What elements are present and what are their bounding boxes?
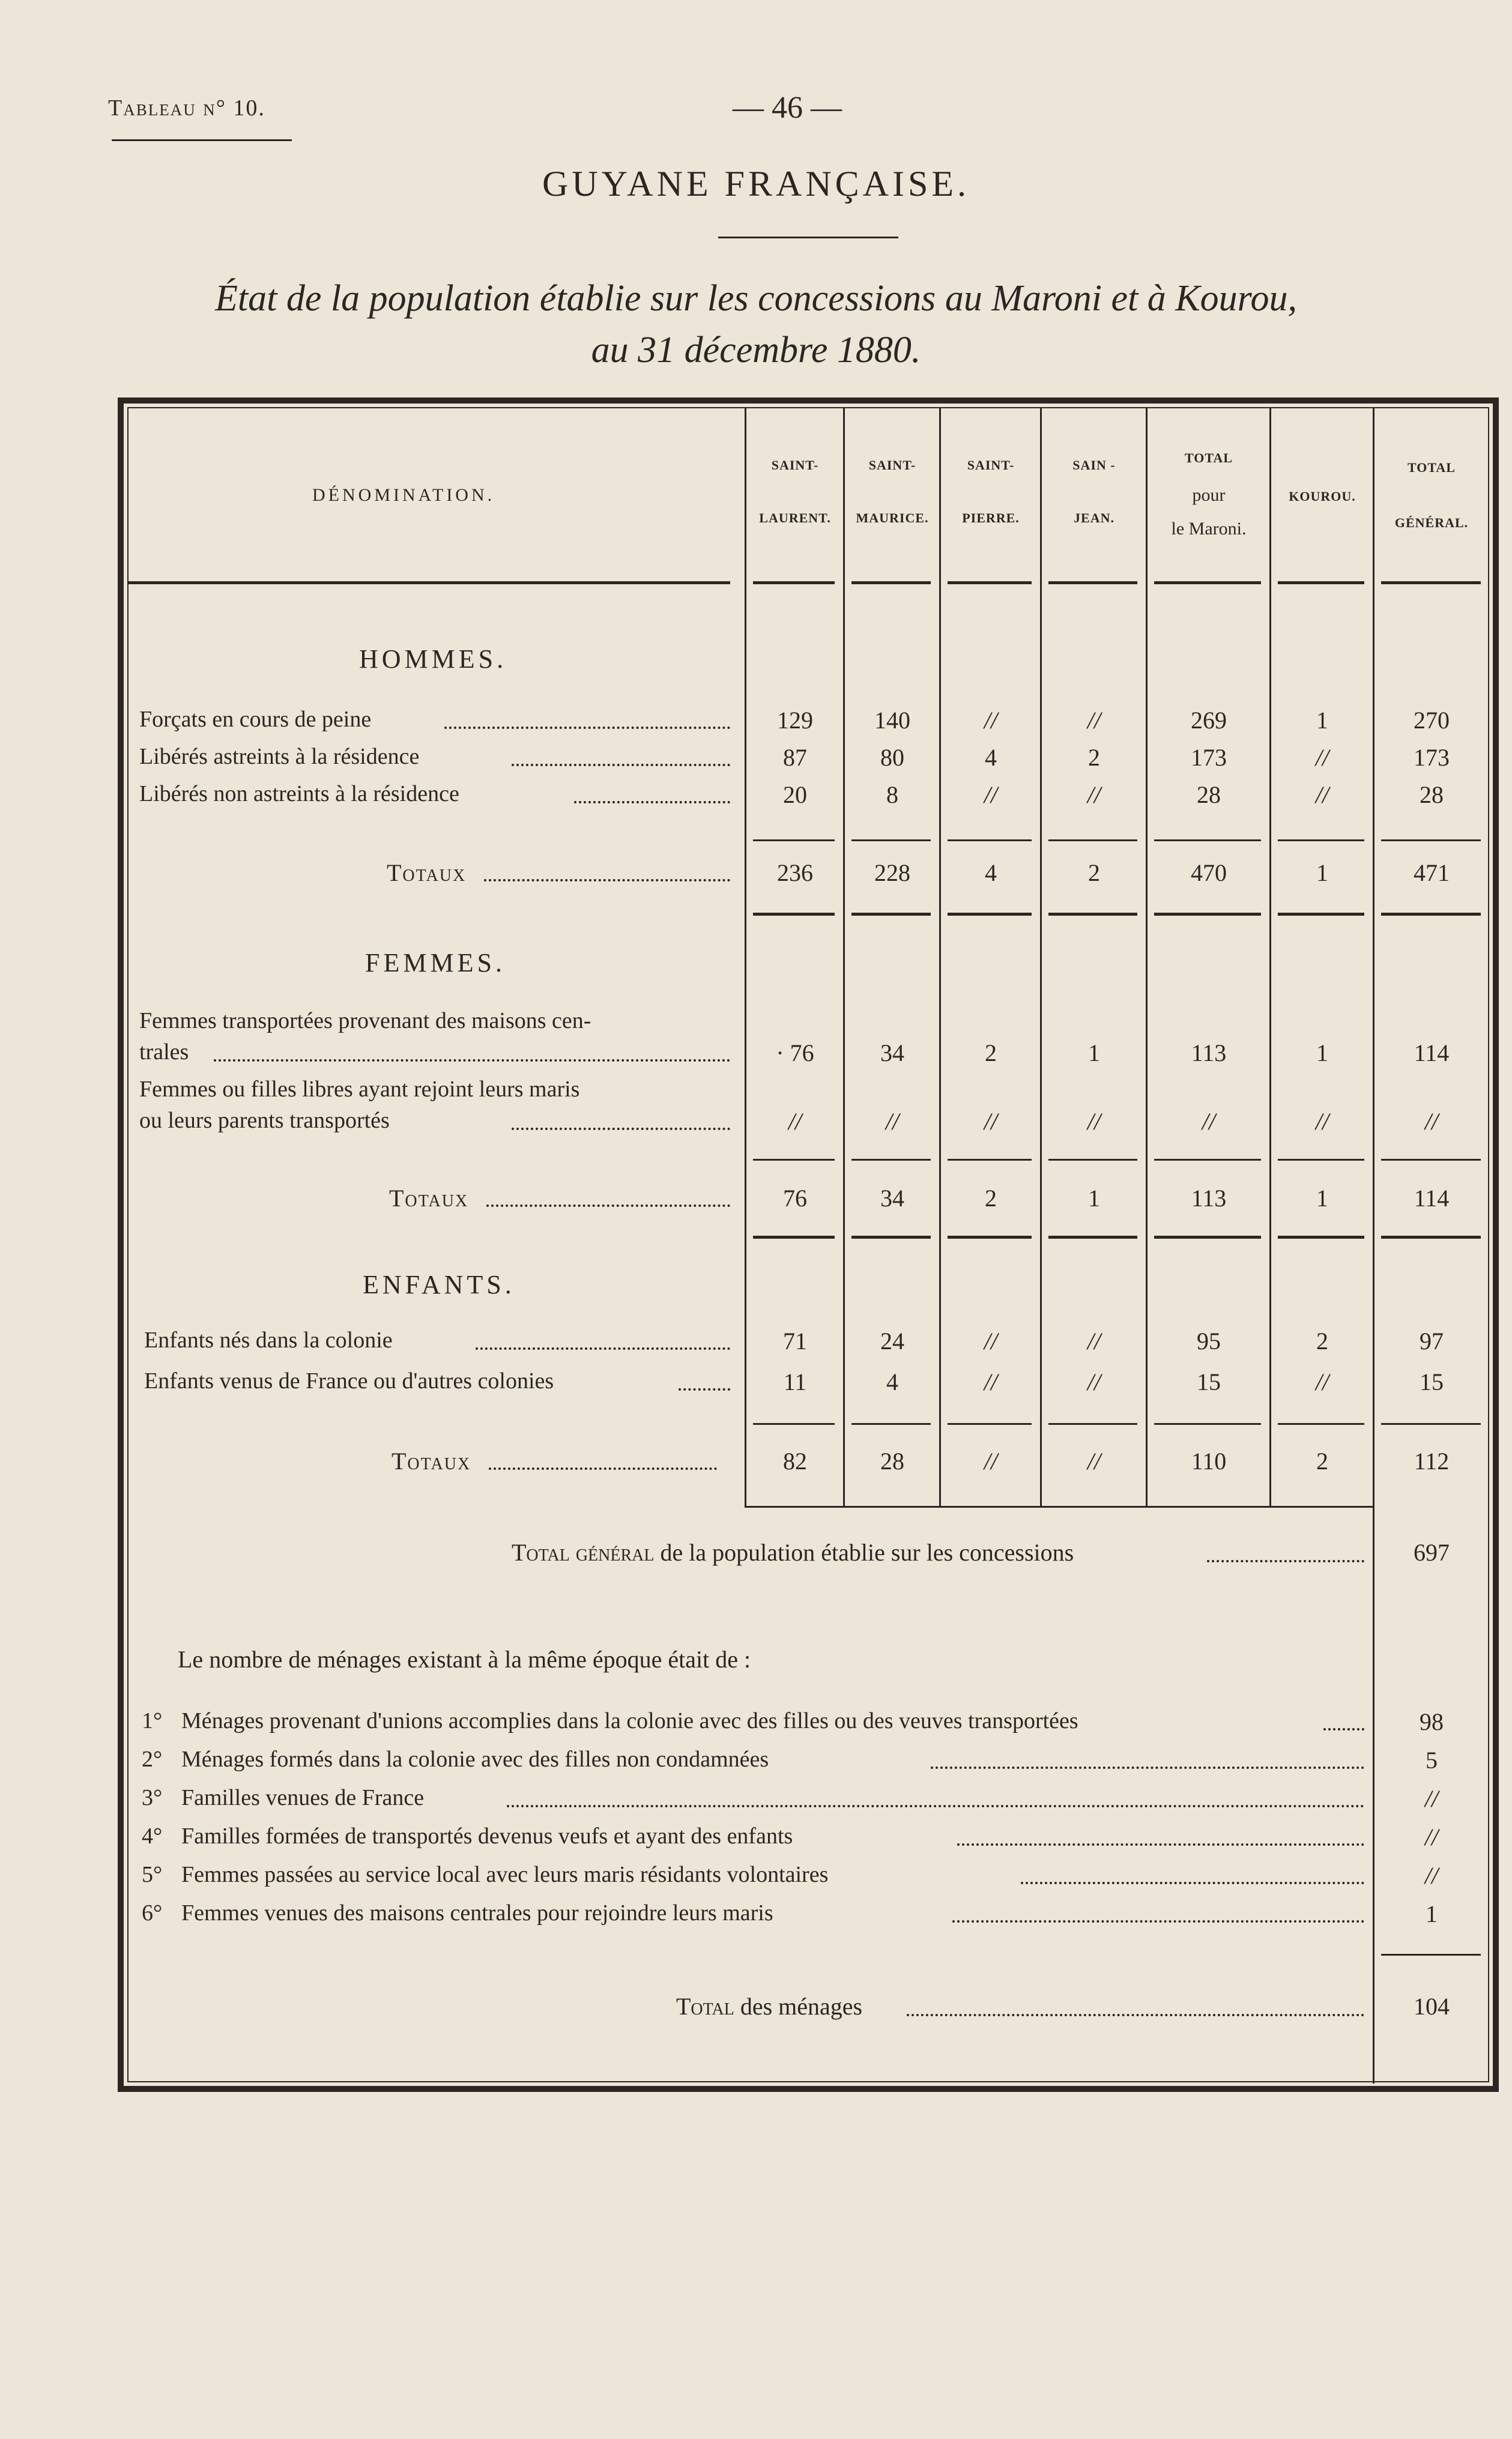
total-cell: 114 (1414, 1185, 1450, 1212)
cell: 269 (1191, 707, 1227, 734)
total-cell: // (1087, 1448, 1101, 1475)
cell: // (788, 1108, 802, 1135)
header-rule (1154, 581, 1261, 584)
column-rule (1269, 408, 1271, 1506)
grand-total-label-rest: de la population établie sur les concessions (660, 1539, 1074, 1566)
menage-label: Femmes passées au service local avec leurs maris résidants volontaires (181, 1862, 829, 1887)
sum-rule (1381, 839, 1481, 841)
column-header-kourou: KOUROU. (1289, 489, 1356, 504)
column-rule (843, 408, 845, 1506)
cell: 2 (1088, 744, 1100, 771)
cell: 2 (985, 1039, 997, 1066)
header-rule (112, 139, 292, 141)
menage-num: 6° (142, 1900, 163, 1926)
menage-num: 4° (142, 1824, 163, 1849)
section-heading-enfants: ENFANTS. (363, 1270, 515, 1299)
leader-dots (957, 1843, 1364, 1846)
sum-rule (1278, 1159, 1364, 1161)
cell: 2 (1316, 1328, 1328, 1355)
menage-label: Familles formées de transportés devenus veufs et ayant des enfants (181, 1824, 793, 1849)
total-cell: 2 (1316, 1448, 1328, 1475)
sum-rule (1278, 1423, 1364, 1425)
total-cell: 471 (1414, 859, 1450, 886)
cell: // (1315, 781, 1329, 808)
leader-dots (484, 879, 730, 881)
total-cell: 1 (1316, 1185, 1328, 1212)
section-rule (851, 1236, 931, 1239)
section-heading-hommes: HOMMES. (359, 644, 507, 674)
section-rule (1048, 913, 1137, 916)
leader-dots (507, 1805, 1364, 1807)
cell: 129 (777, 707, 813, 734)
total-cell: 4 (985, 859, 997, 886)
total-cell: 2 (1088, 859, 1100, 886)
cell: // (1315, 1108, 1329, 1135)
menage-label: Familles venues de France (181, 1785, 425, 1810)
cell: 20 (783, 781, 807, 808)
section-rule (753, 913, 835, 916)
column-header-total-maroni-3: le Maroni. (1171, 519, 1247, 539)
sum-rule (1154, 839, 1261, 841)
leader-dots (489, 1467, 717, 1470)
total-cell: 28 (880, 1448, 904, 1475)
menage-value: 98 (1420, 1708, 1444, 1735)
column-header-total-general: TOTAL (1408, 460, 1456, 475)
header-rule (127, 581, 730, 584)
cell: 71 (783, 1328, 807, 1355)
column-header-denomination: DÉNOMINATION. (312, 485, 495, 505)
cell: 1 (1316, 707, 1328, 734)
cell: // (984, 1108, 998, 1135)
total-cell: 2 (985, 1185, 997, 1212)
sum-rule (753, 1159, 835, 1161)
leader-dots (486, 1204, 730, 1207)
title-rule (718, 237, 898, 238)
cell: // (1315, 1368, 1329, 1395)
row-label: Femmes transportées provenant des maisons cen- (139, 1008, 591, 1033)
cell: // (1087, 707, 1101, 734)
cell: // (885, 1108, 900, 1135)
column-header-total-maroni-2: pour (1192, 485, 1226, 505)
section-heading-femmes: FEMMES. (365, 948, 506, 978)
header-rule (1381, 581, 1481, 584)
sum-rule (753, 839, 835, 841)
sum-rule (1048, 839, 1137, 841)
total-cell: 34 (880, 1185, 904, 1212)
cell: 1 (1316, 1039, 1328, 1066)
page-number: — 46 — (733, 91, 842, 125)
section-rule (1278, 913, 1364, 916)
section-rule (948, 913, 1032, 916)
grand-total-label-sc: Total général (512, 1539, 655, 1566)
section-rule (1278, 1236, 1364, 1239)
leader-dots (1323, 1728, 1364, 1730)
row-label: Enfants nés dans la colonie (144, 1328, 393, 1353)
leader-dots (952, 1920, 1364, 1923)
header-rule (753, 581, 835, 584)
leader-dots (512, 1128, 730, 1130)
cell: // (1202, 1108, 1216, 1135)
cell: 113 (1191, 1039, 1227, 1066)
total-cell: 110 (1191, 1448, 1227, 1475)
cell: 28 (1420, 781, 1444, 808)
cell: 87 (783, 744, 807, 771)
cell: 4 (985, 744, 997, 771)
section-rule (851, 913, 931, 916)
cell: 80 (880, 744, 904, 771)
column-header-saint-pierre-2: PIERRE. (962, 510, 1020, 525)
sum-rule (1381, 1423, 1481, 1425)
cell: 1 (1088, 1039, 1100, 1066)
cell: // (984, 707, 998, 734)
section-rule (1381, 1236, 1481, 1239)
sum-rule (1381, 1954, 1481, 1956)
total-cell: 228 (874, 859, 910, 886)
menage-value: 1 (1426, 1900, 1438, 1927)
menages-total-label-sc: Total (676, 1993, 734, 2020)
menage-num: 5° (142, 1862, 163, 1887)
column-rule (745, 408, 746, 1506)
cell: 173 (1414, 744, 1450, 771)
menage-label: Ménages formés dans la colonie avec des filles non condamnées (181, 1747, 769, 1772)
sum-rule (948, 1159, 1032, 1161)
leader-dots (512, 764, 730, 766)
leader-dots (214, 1059, 730, 1062)
cell: // (1087, 1328, 1101, 1355)
table-reference: Tableau n° 10. (108, 95, 265, 121)
column-header-total-general-2: GÉNÉRAL. (1394, 515, 1469, 530)
menages-intro: Le nombre de ménages existant à la même époque était de : (178, 1646, 751, 1673)
sum-rule (948, 839, 1032, 841)
leader-dots (907, 2014, 1364, 2016)
section-rule (948, 1236, 1032, 1239)
cell: // (1315, 744, 1329, 771)
cell: 97 (1420, 1328, 1444, 1355)
row-label: Libérés non astreints à la résidence (139, 781, 459, 806)
body-bottom-rule (745, 1506, 1373, 1508)
totaux-label: Totaux (387, 859, 467, 886)
row-label: Enfants venus de France ou d'autres colonies (144, 1368, 554, 1394)
leader-dots (574, 801, 730, 803)
column-header-saint-pierre: SAINT- (967, 458, 1015, 473)
cell: // (984, 1368, 998, 1395)
cell: // (984, 1328, 998, 1355)
menage-num: 3° (142, 1785, 163, 1810)
totaux-label: Totaux (389, 1185, 469, 1212)
menage-value: // (1424, 1824, 1439, 1851)
leader-dots (1207, 1560, 1364, 1562)
menage-value: // (1424, 1785, 1439, 1812)
sum-rule (1154, 1423, 1261, 1425)
menage-value: // (1424, 1862, 1439, 1889)
cell: 28 (1197, 781, 1221, 808)
totaux-label: Totaux (392, 1448, 471, 1475)
menage-label: Ménages provenant d'unions accomplies dans la colonie avec des filles ou des veuves transportées (181, 1708, 1078, 1733)
row-label: Femmes ou filles libres ayant rejoint leurs maris (139, 1077, 580, 1102)
column-header-saint-maurice-2: MAURICE. (856, 510, 929, 525)
header-rule (948, 581, 1032, 584)
cell: 270 (1414, 707, 1450, 734)
leader-dots (444, 727, 730, 729)
subtitle-line-1: État de la population établie sur les concessions au Maroni et à Kourou, (215, 278, 1297, 319)
total-cell: 1 (1316, 859, 1328, 886)
section-rule (1154, 913, 1261, 916)
cell: · 76 (776, 1039, 814, 1066)
section-rule (1154, 1236, 1261, 1239)
cell: 173 (1191, 744, 1227, 771)
sum-rule (1278, 839, 1364, 841)
sum-rule (851, 1423, 931, 1425)
total-cell: 236 (777, 859, 813, 886)
cell: 15 (1197, 1368, 1221, 1395)
sum-rule (948, 1423, 1032, 1425)
sum-rule (753, 1423, 835, 1425)
row-label: ou leurs parents transportés (139, 1108, 390, 1133)
menage-num: 2° (142, 1747, 163, 1772)
row-label: Libérés astreints à la résidence (139, 744, 420, 769)
page-title: GUYANE FRANÇAISE. (542, 164, 970, 204)
column-header-saint-laurent: SAINT- (771, 458, 819, 473)
section-rule (1381, 913, 1481, 916)
total-cell: 112 (1414, 1448, 1450, 1475)
menage-label: Femmes venues des maisons centrales pour rejoindre leurs maris (181, 1900, 773, 1926)
grand-total-label (512, 1538, 1074, 1567)
total-cell: 76 (783, 1185, 807, 1212)
column-header-saint-jean: SAIN - (1072, 458, 1116, 473)
menages-total-label-rest: des ménages (740, 1993, 863, 2020)
sum-rule (1381, 1159, 1481, 1161)
column-header-saint-jean-2: JEAN. (1074, 510, 1114, 525)
menage-value: 5 (1426, 1747, 1438, 1774)
column-rule (1373, 408, 1374, 2084)
row-label: trales (139, 1039, 189, 1065)
cell: 24 (880, 1328, 904, 1355)
cell: 8 (886, 781, 898, 808)
leader-dots (1021, 1882, 1364, 1884)
column-header-saint-laurent-2: LAURENT. (759, 510, 831, 525)
sum-rule (851, 839, 931, 841)
total-cell: 82 (783, 1448, 807, 1475)
menages-total-label (676, 1992, 862, 2020)
sum-rule (1048, 1159, 1137, 1161)
sum-rule (1154, 1159, 1261, 1161)
leader-dots (679, 1388, 730, 1391)
header-rule (1278, 581, 1364, 584)
total-cell: // (984, 1448, 998, 1475)
column-header-saint-maurice: SAINT- (868, 458, 916, 473)
grand-total-value: 697 (1414, 1539, 1450, 1566)
leader-dots (931, 1767, 1364, 1769)
cell: 4 (886, 1368, 898, 1395)
cell: 11 (783, 1368, 807, 1395)
section-rule (753, 1236, 835, 1239)
menages-total-value: 104 (1414, 1993, 1450, 2020)
header-rule (851, 581, 931, 584)
leader-dots (476, 1347, 730, 1350)
subtitle-line-2: au 31 décembre 1880. (591, 330, 921, 370)
sum-rule (851, 1159, 931, 1161)
total-cell: 113 (1191, 1185, 1227, 1212)
cell: 15 (1420, 1368, 1444, 1395)
cell: // (1087, 1368, 1101, 1395)
cell: // (1087, 781, 1101, 808)
column-rule (1040, 408, 1042, 1506)
cell: // (1087, 1108, 1101, 1135)
cell: 114 (1414, 1039, 1450, 1066)
cell: 140 (874, 707, 910, 734)
cell: 95 (1197, 1328, 1221, 1355)
sum-rule (1048, 1423, 1137, 1425)
row-label: Forçats en cours de peine (139, 707, 372, 732)
section-rule (1048, 1236, 1137, 1239)
cell: 34 (880, 1039, 904, 1066)
total-cell: 1 (1088, 1185, 1100, 1212)
menage-num: 1° (142, 1708, 163, 1733)
cell: // (1424, 1108, 1439, 1135)
column-rule (1146, 408, 1148, 1506)
column-header-total-maroni: TOTAL (1185, 450, 1233, 465)
total-cell: 470 (1191, 859, 1227, 886)
column-rule (939, 408, 941, 1506)
cell: // (984, 781, 998, 808)
header-rule (1048, 581, 1137, 584)
